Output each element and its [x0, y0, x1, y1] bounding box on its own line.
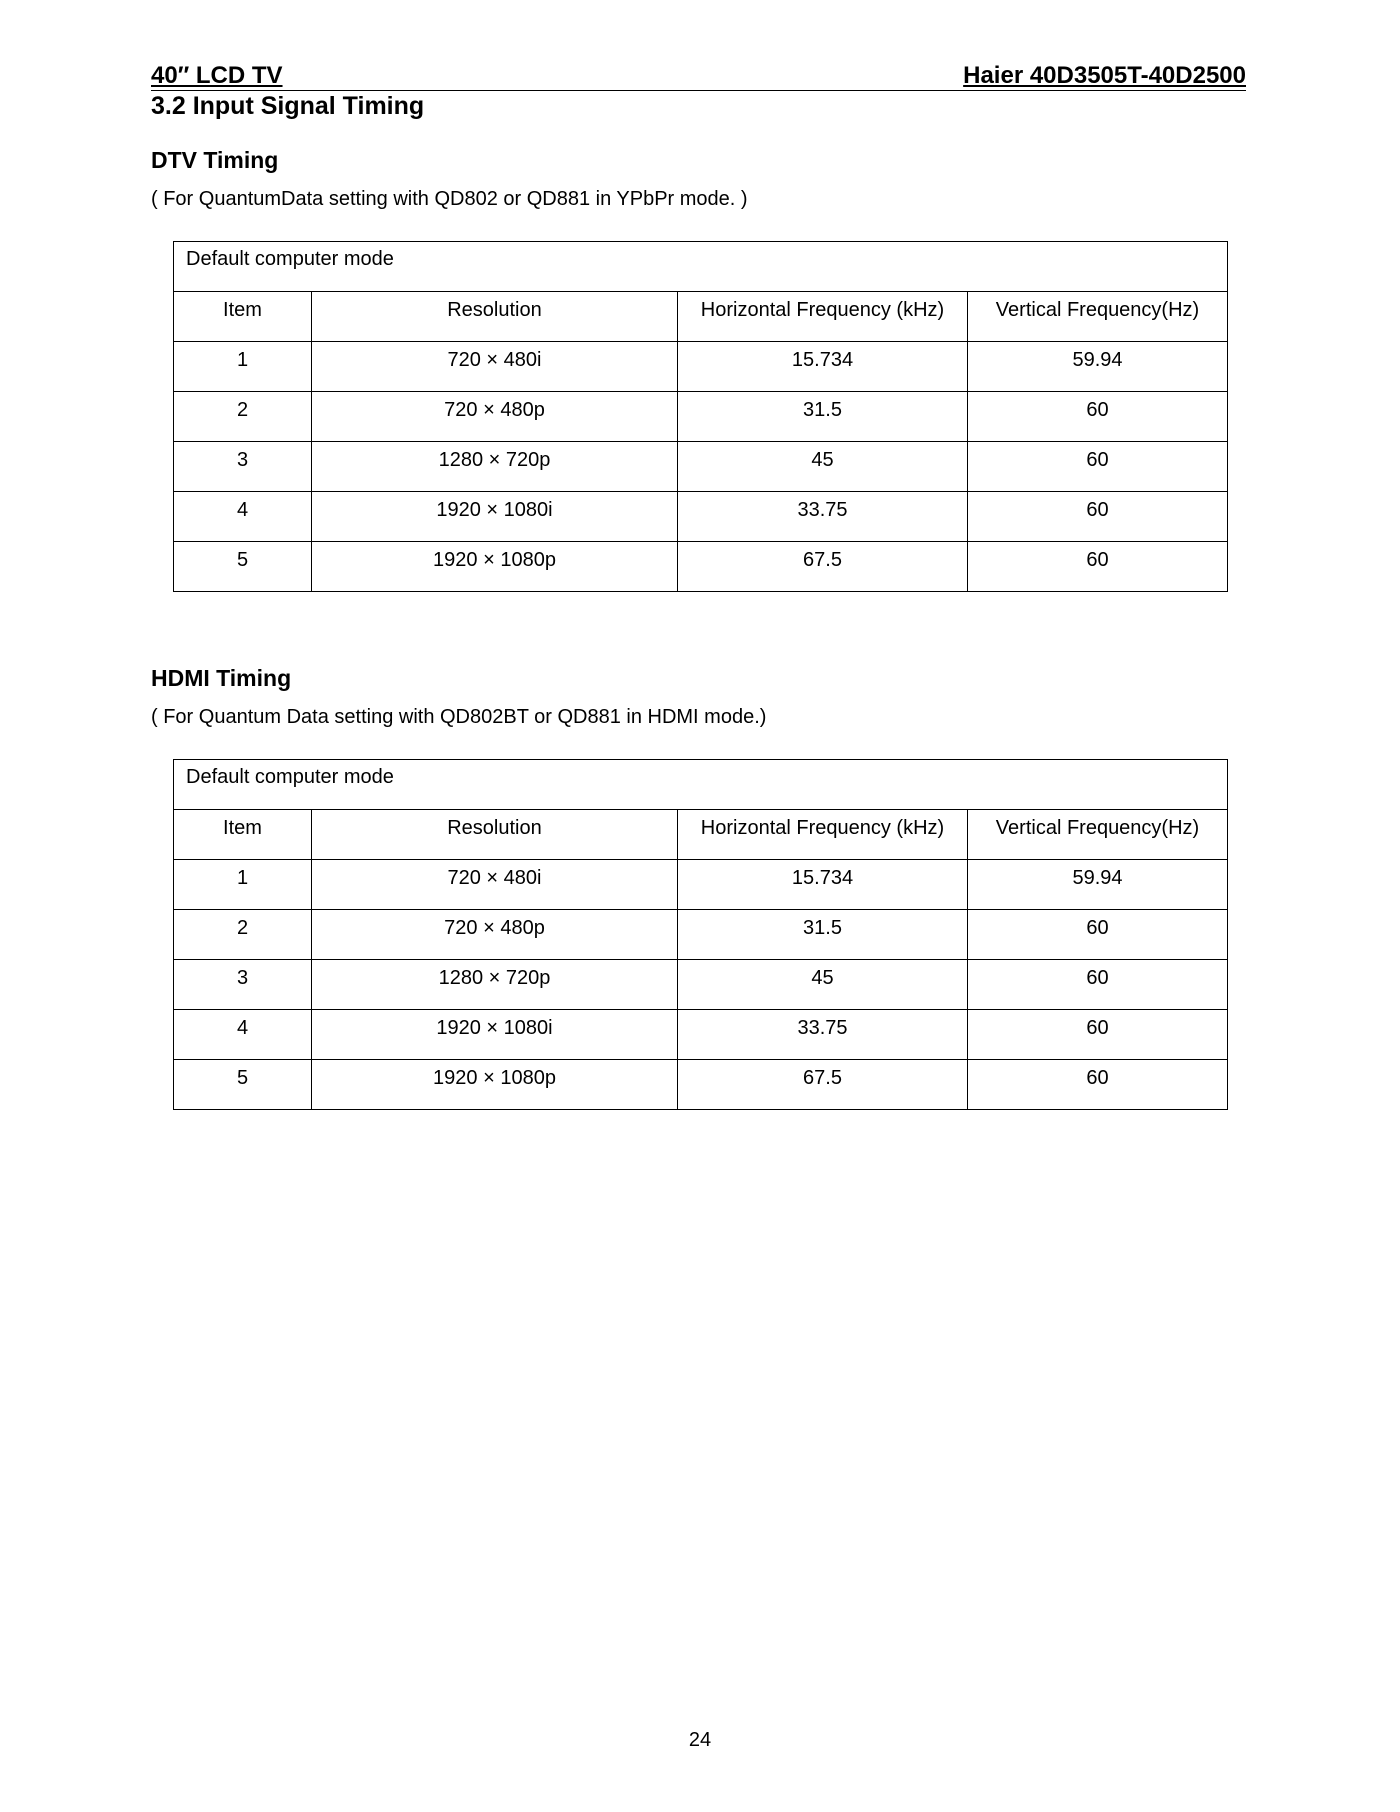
dtv-timing-table: [173, 241, 1228, 592]
vertical-frequency-cell: 60: [968, 392, 1228, 442]
column-header-resolution: Resolution: [312, 810, 678, 860]
table-row: [174, 442, 1228, 492]
table-row: [174, 492, 1228, 542]
resolution-cell: 720 × 480p: [312, 392, 678, 442]
horizontal-frequency-cell: 45: [678, 442, 968, 492]
page-number: 24: [688, 1729, 712, 1751]
horizontal-frequency-cell: 15.734: [678, 342, 968, 392]
table-row: [174, 910, 1228, 960]
resolution-cell: 1280 × 720p: [312, 442, 678, 492]
vertical-frequency-cell: 60: [968, 492, 1228, 542]
vertical-frequency-cell: 60: [968, 910, 1228, 960]
item-cell: 2: [174, 910, 312, 960]
table-mode-row: [174, 760, 1228, 810]
vertical-frequency-cell: 60: [968, 442, 1228, 492]
vertical-frequency-cell: 59.94: [968, 860, 1228, 910]
resolution-cell: 1920 × 1080i: [312, 1010, 678, 1060]
horizontal-frequency-cell: 45: [678, 960, 968, 1010]
table-header-row: [174, 292, 1228, 342]
horizontal-frequency-cell: 33.75: [678, 492, 968, 542]
item-cell: 4: [174, 492, 312, 542]
table-header-row: [174, 810, 1228, 860]
table-row: [174, 342, 1228, 392]
table-row: [174, 542, 1228, 592]
resolution-cell: 1920 × 1080p: [312, 1060, 678, 1110]
dtv-timing-note: ( For QuantumData setting with QD802 or QD881 in YPbPr mode. ): [151, 188, 748, 210]
vertical-frequency-cell: 59.94: [968, 342, 1228, 392]
default-mode-label: Default computer mode: [174, 760, 1228, 810]
section-title: 3.2 Input Signal Timing: [151, 92, 425, 120]
dtv-timing-heading: DTV Timing: [151, 147, 279, 173]
resolution-cell: 1920 × 1080p: [312, 542, 678, 592]
page-header: [151, 60, 1246, 91]
item-cell: 1: [174, 860, 312, 910]
horizontal-frequency-cell: 31.5: [678, 910, 968, 960]
item-cell: 5: [174, 542, 312, 592]
column-header-vertical-frequency: Vertical Frequency(Hz): [968, 292, 1228, 342]
column-header-horizontal-frequency: Horizontal Frequency (kHz): [678, 292, 968, 342]
resolution-cell: 1280 × 720p: [312, 960, 678, 1010]
table-row: [174, 860, 1228, 910]
vertical-frequency-cell: 60: [968, 1010, 1228, 1060]
hdmi-timing-heading: HDMI Timing: [151, 665, 292, 691]
resolution-cell: 720 × 480i: [312, 342, 678, 392]
table-mode-row: [174, 242, 1228, 292]
hdmi-timing-note: ( For Quantum Data setting with QD802BT or QD881 in HDMI mode.): [151, 706, 767, 728]
horizontal-frequency-cell: 31.5: [678, 392, 968, 442]
hdmi-timing-table: [173, 759, 1228, 1110]
table-row: [174, 1060, 1228, 1110]
resolution-cell: 720 × 480i: [312, 860, 678, 910]
item-cell: 3: [174, 960, 312, 1010]
vertical-frequency-cell: 60: [968, 1060, 1228, 1110]
horizontal-frequency-cell: 33.75: [678, 1010, 968, 1060]
item-cell: 5: [174, 1060, 312, 1110]
horizontal-frequency-cell: 67.5: [678, 542, 968, 592]
table-row: [174, 960, 1228, 1010]
table-row: [174, 1010, 1228, 1060]
vertical-frequency-cell: 60: [968, 960, 1228, 1010]
item-cell: 1: [174, 342, 312, 392]
header-model-number: Haier 40D3505T-40D2500: [963, 62, 1246, 89]
column-header-horizontal-frequency: Horizontal Frequency (kHz): [678, 810, 968, 860]
column-header-vertical-frequency: Vertical Frequency(Hz): [968, 810, 1228, 860]
column-header-resolution: Resolution: [312, 292, 678, 342]
resolution-cell: 1920 × 1080i: [312, 492, 678, 542]
item-cell: 4: [174, 1010, 312, 1060]
horizontal-frequency-cell: 15.734: [678, 860, 968, 910]
column-header-item: Item: [174, 292, 312, 342]
item-cell: 3: [174, 442, 312, 492]
horizontal-frequency-cell: 67.5: [678, 1060, 968, 1110]
vertical-frequency-cell: 60: [968, 542, 1228, 592]
header-product-title: 40″ LCD TV: [151, 62, 283, 89]
default-mode-label: Default computer mode: [174, 242, 1228, 292]
resolution-cell: 720 × 480p: [312, 910, 678, 960]
column-header-item: Item: [174, 810, 312, 860]
table-row: [174, 392, 1228, 442]
item-cell: 2: [174, 392, 312, 442]
